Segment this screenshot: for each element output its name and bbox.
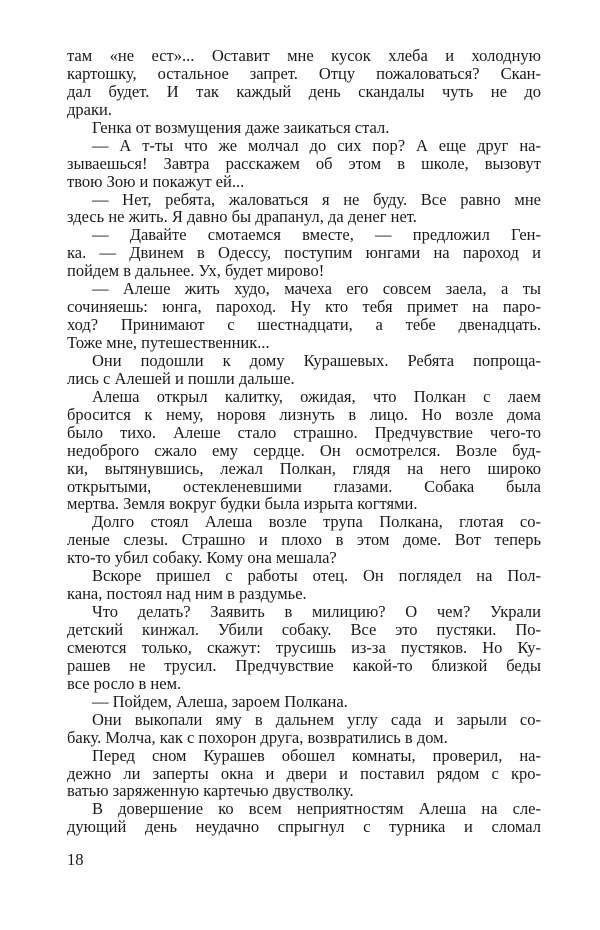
text-line: Они подошли к дому Курашевых. Ребята попроща- — [92, 350, 541, 370]
text-line: смеются только, скажут: трусишь из-за пустяков. Но Ку- — [67, 637, 541, 657]
page-number: 18 — [67, 850, 84, 869]
text-line: драки. — [67, 99, 112, 119]
paragraph — [67, 137, 541, 191]
text-line: Перед сном Курашев обошел комнаты, проверил, на- — [92, 745, 541, 765]
text-line: пойдем в дальнее. Ух, будет мирово! — [67, 261, 325, 281]
text-line: — Алеше жить худо, мачеха его совсем заела, а ты — [92, 279, 541, 299]
text-line: твою Зою и покажут ей... — [67, 171, 245, 191]
paragraph — [67, 513, 541, 567]
text-line: — Пойдем, Алеша, зароем Полкана. — [92, 691, 348, 711]
text-line: ки, вытянувшись, лежал Полкан, глядя на него широко — [67, 458, 541, 478]
paragraph — [67, 280, 541, 352]
text-line: — Нет, ребята, жаловаться я не буду. Все равно мне — [92, 189, 541, 209]
paragraph — [67, 388, 541, 514]
paragraph — [67, 603, 541, 693]
paragraph — [67, 352, 541, 388]
text-line: бросится к нему, норовя лизнуть в лицо. Но возле дома — [67, 404, 541, 424]
text-line: картошку, остальное запрет. Отцу пожаловаться? Скан- — [67, 63, 541, 83]
text-line: В довершение ко всем неприятностям Алеша на сле- — [92, 799, 541, 819]
page-body — [67, 47, 541, 836]
paragraph — [67, 800, 541, 836]
text-line: Что делать? Заявить в милицию? О чем? Украли — [92, 602, 541, 622]
text-line: ватью заряженную картечью двустволку. — [67, 781, 354, 801]
text-line: кана, постоял над ним в раздумье. — [67, 584, 307, 604]
paragraph — [67, 226, 541, 280]
text-line: кто-то убил собаку. Кому она мешала? — [67, 548, 337, 568]
paragraph — [67, 747, 541, 801]
text-line: сочиняешь: юнга, пароход. Ну кто тебя примет на паро- — [67, 297, 541, 317]
text-line: Генка от возмущения даже заикаться стал. — [92, 117, 390, 137]
text-line: Тоже мне, путешественник... — [67, 333, 270, 352]
text-line: дал будет. И так каждый день скандалы чуть не до — [67, 81, 541, 101]
paragraph — [67, 693, 541, 711]
paragraph — [67, 567, 541, 603]
text-line: Вскоре пришел с работы отец. Он поглядел на Пол- — [92, 566, 541, 586]
text-line: дующий день неудачно спрыгнул с турника и сломал — [67, 817, 541, 837]
text-line: недоброго сжало ему сердце. Он осмотрелся. Возле буд- — [67, 440, 541, 460]
text-line: было тихо. Алеше стало страшно. Предчувствие чего-то — [67, 422, 541, 442]
text-line: ход? Принимают с шестнадцати, а тебе двенадцать. — [67, 315, 541, 335]
text-line: лись с Алешей и пошли дальше. — [67, 368, 295, 388]
text-line: дежно ли заперты окна и двери и поставил рядом с кро- — [67, 763, 541, 783]
text-line: баку. Молча, как с похорон друга, возвратились в дом. — [67, 727, 448, 747]
text-line: зываешься! Завтра расскажем об этом в школе, вызовут — [67, 153, 541, 173]
text-line: Долго стоял Алеша возле трупа Полкана, глотая со- — [92, 512, 541, 532]
text-line: леные слезы. Страшно и плохо в этом доме. Вот теперь — [67, 530, 541, 550]
text-line: мертва. Земля вокруг будки была изрыта когтями. — [67, 494, 418, 514]
paragraph — [67, 119, 541, 137]
text-line: здесь не жить. Я давно бы драпанул, да денег нет. — [67, 207, 417, 227]
text-line: Алеша открыл калитку, ожидая, что Полкан с лаем — [92, 386, 541, 406]
text-line: открытыми, остекленевшими глазами. Собака была — [67, 476, 541, 496]
text-line: — А т-ты что же молчал до сих пор? А еще друг на- — [92, 135, 541, 155]
paragraph — [67, 47, 541, 119]
text-line: там «не ест»... Оставит мне кусок хлеба и холодную — [67, 46, 541, 65]
paragraph — [67, 711, 541, 747]
text-line: — Давайте смотаемся вместе, — предложил Ген- — [92, 225, 541, 245]
text-line: ка. — Двинем в Одессу, поступим юнгами на пароход и — [67, 243, 541, 263]
text-line: Они выкопали яму в дальнем углу сада и зарыли со- — [92, 709, 541, 729]
paragraph — [67, 191, 541, 227]
text-line: все росло в нем. — [67, 673, 182, 693]
text-line: рашев не трусил. Предчувствие какой-то близкой беды — [67, 655, 541, 675]
text-line: детский кинжал. Убили собаку. Все это пустяки. По- — [67, 620, 541, 639]
